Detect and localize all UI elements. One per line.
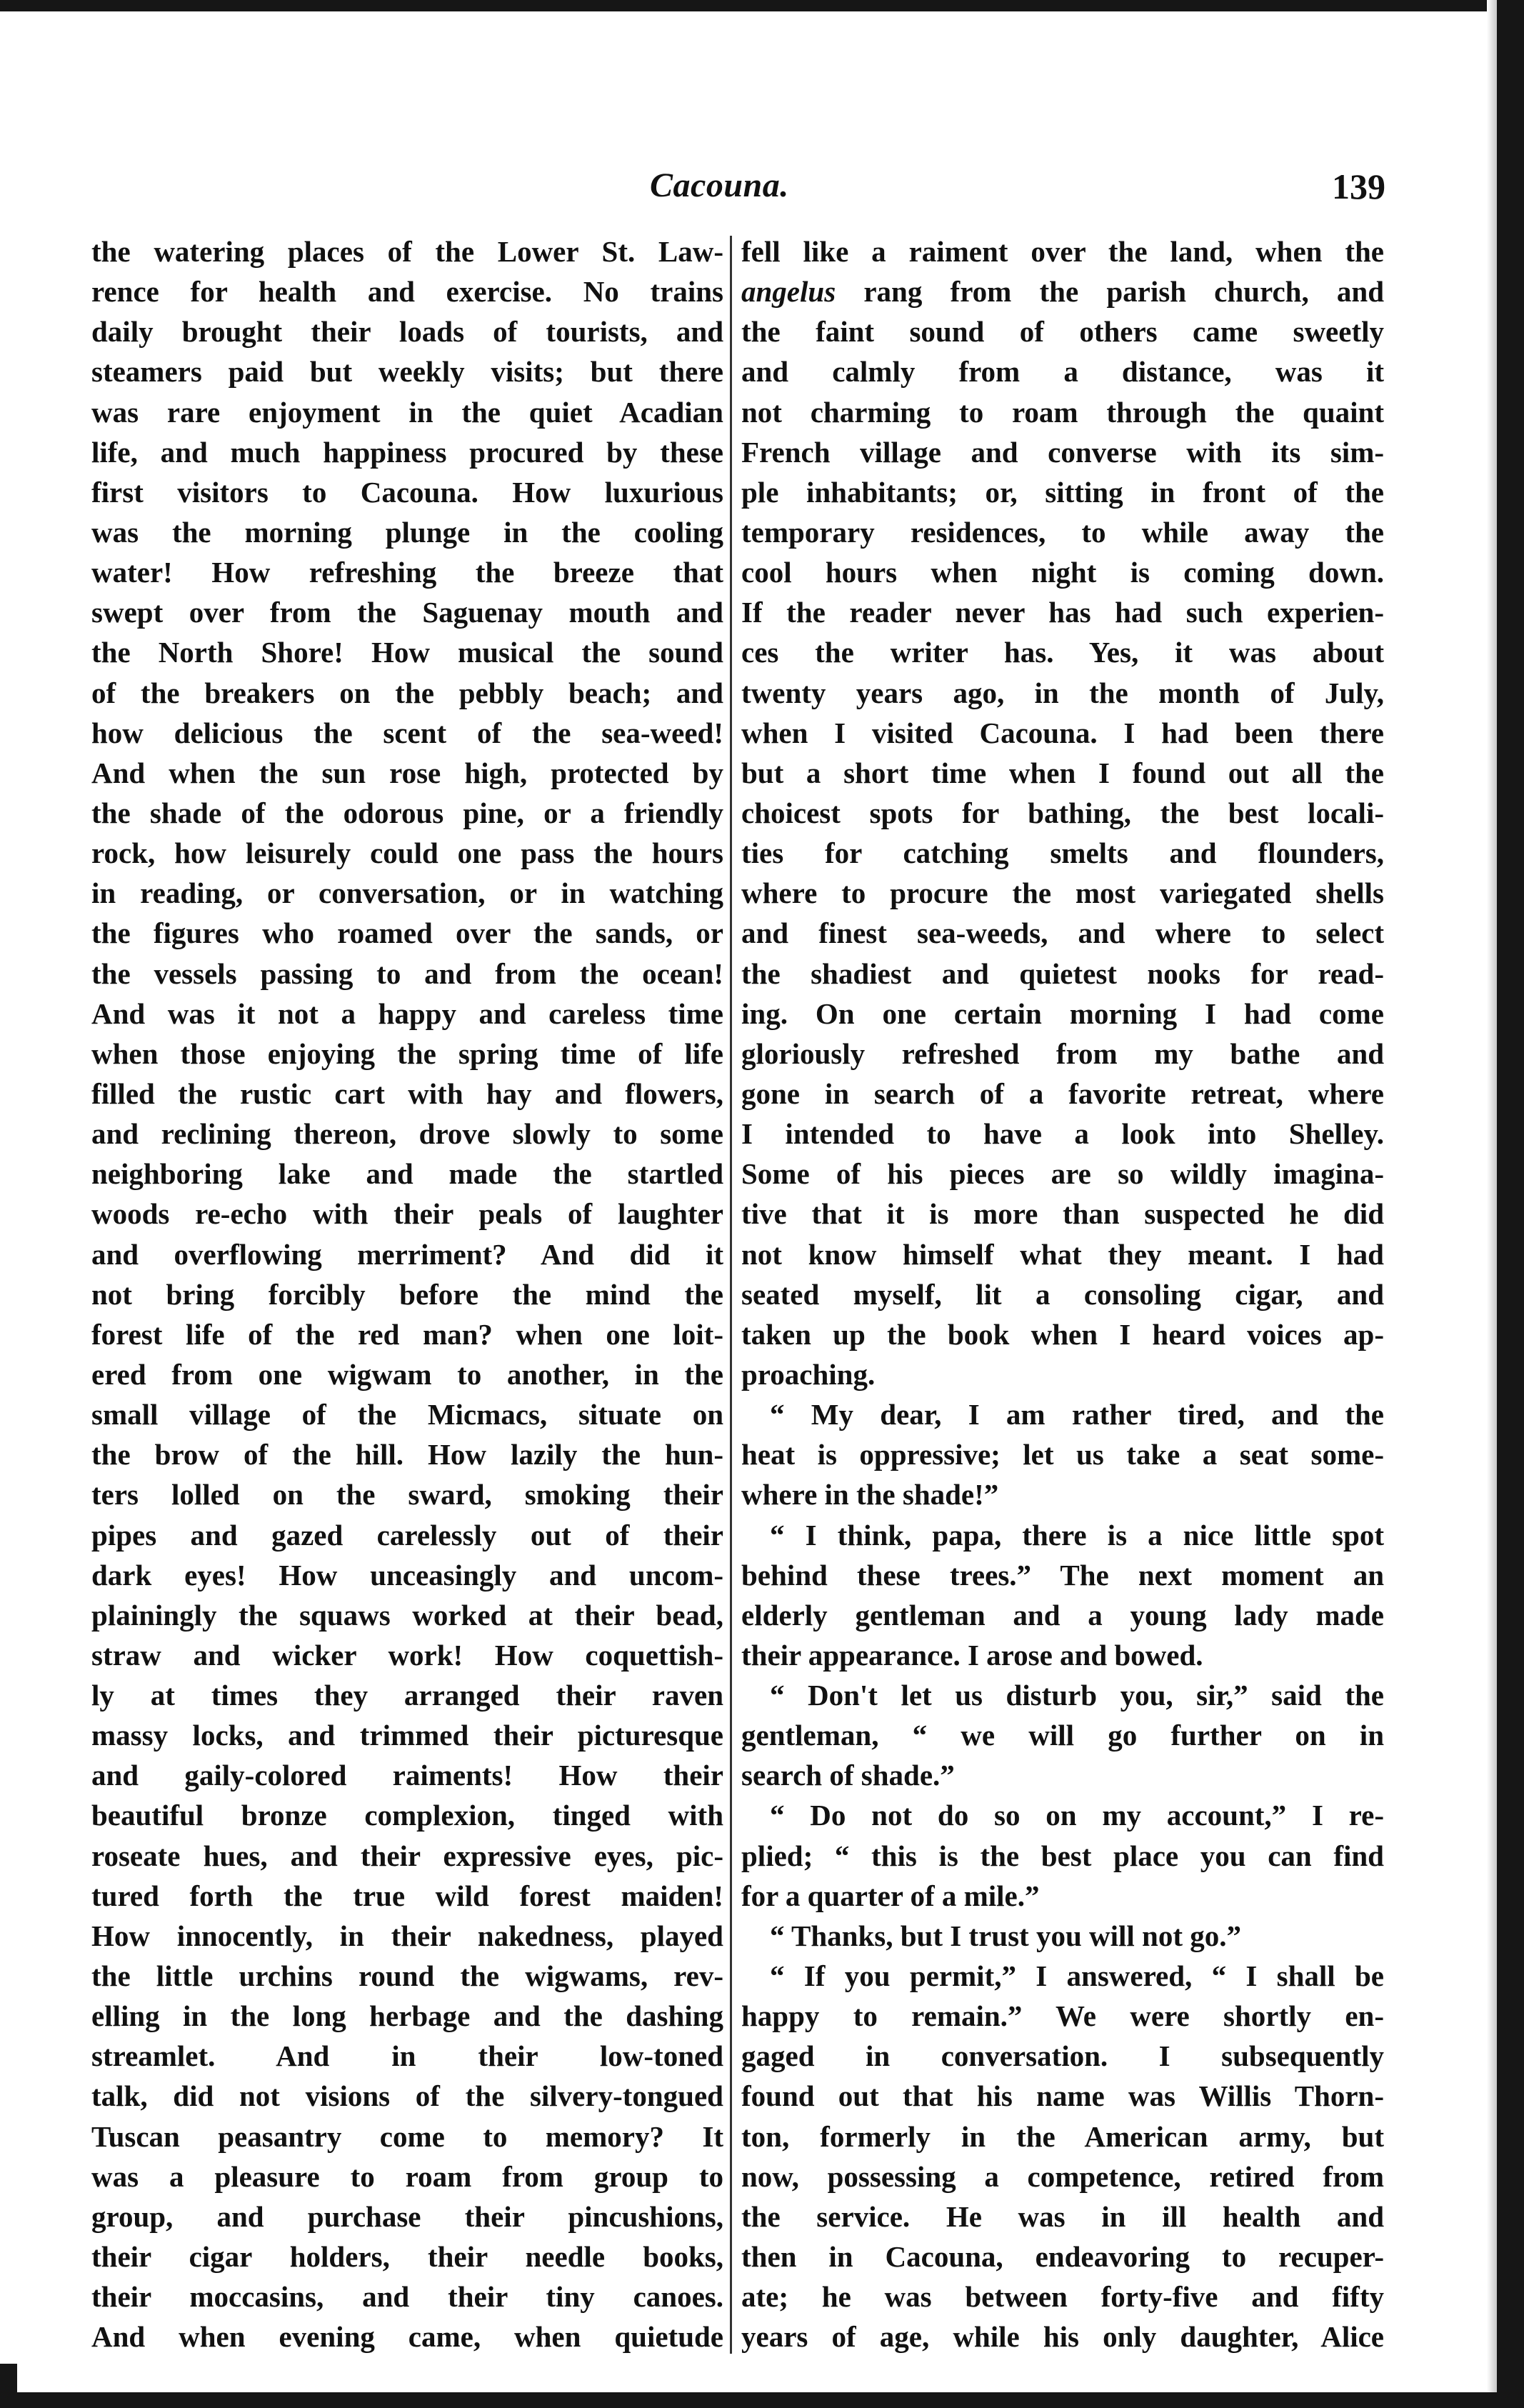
text-line: “ If you permit,” I answered, “ I shall be: [770, 1959, 1384, 1993]
scan-edge-corner: [0, 2364, 17, 2392]
text-line: ters lolled on the sward, smoking their: [91, 1478, 723, 1512]
running-head: [71, 166, 1414, 216]
text-line: the vessels passing to and from the ocean!: [91, 956, 723, 990]
text-line: roseate hues, and their expressive eyes, pic-: [91, 1839, 723, 1872]
text-line: ered from one wigwam to another, in the: [91, 1357, 723, 1391]
text-line: their moccasins, and their tiny canoes.: [91, 2280, 723, 2314]
text-line: If the reader never has had such experien-: [741, 596, 1384, 629]
text-line: first visitors to Cacouna. How luxurious: [91, 475, 723, 509]
scan-edge-top: [0, 0, 1524, 11]
text-line: massy locks, and trimmed their picturesque: [91, 1719, 723, 1752]
text-line: gentleman, “ we will go further on in: [741, 1719, 1384, 1752]
text-line: plainingly the squaws worked at their bead,: [91, 1598, 723, 1632]
text-line: for a quarter of a mile.”: [741, 1879, 1040, 1912]
text-line: was rare enjoyment in the quiet Acadian: [91, 395, 723, 429]
text-line: the little urchins round the wigwams, rev-: [91, 1959, 723, 1993]
text-line: not charming to roam through the quaint: [741, 395, 1384, 429]
text-line: ces the writer has. Yes, it was about: [741, 636, 1384, 669]
text-line: Some of his pieces are so wildly imagina-: [741, 1157, 1384, 1191]
text-line: heat is oppressive; let us take a seat some-: [741, 1438, 1384, 1472]
text-line: ties for catching smelts and flounders,: [741, 836, 1384, 870]
text-line: seated myself, lit a consoling cigar, and: [741, 1277, 1384, 1311]
text-line: beautiful bronze complexion, tinged with: [91, 1799, 723, 1832]
text-line: gaged in conversation. I subsequently: [741, 2039, 1384, 2073]
text-line: pipes and gazed carelessly out of their: [91, 1518, 723, 1552]
text-line: the figures who roamed over the sands, or: [91, 916, 723, 950]
text-line: life, and much happiness procured by these: [91, 435, 723, 469]
text-line: ate; he was between forty-five and fifty: [741, 2280, 1384, 2314]
text-line: the shadiest and quietest nooks for read-: [741, 956, 1384, 990]
text-line: was a pleasure to roam from group to: [91, 2159, 723, 2193]
text-line: streamlet. And in their low-toned: [91, 2039, 723, 2073]
text-line: woods re-echo with their peals of laughter: [91, 1197, 723, 1231]
text-line: ple inhabitants; or, sitting in front of the: [741, 475, 1384, 509]
text-line: How innocently, in their nakedness, played: [91, 1919, 723, 1952]
text-line: not know himself what they meant. I had: [741, 1237, 1384, 1271]
text-line: “ Thanks, but I trust you will not go.”: [770, 1919, 1241, 1952]
text-line: taken up the book when I heard voices ap-: [741, 1317, 1384, 1351]
text-line: water! How refreshing the breeze that: [91, 556, 723, 589]
text-line: where in the shade!”: [741, 1478, 999, 1512]
text-line: daily brought their loads of tourists, and: [91, 315, 723, 349]
text-line: twenty years ago, in the month of July,: [741, 676, 1384, 709]
text-line: Tuscan peasantry come to memory? It: [91, 2119, 723, 2153]
text-line: talk, did not visions of the silvery-tongued: [91, 2079, 723, 2113]
text-line: the watering places of the Lower St. Law-: [91, 235, 723, 268]
text-line: tive that it is more than suspected he did: [741, 1197, 1384, 1231]
text-line: I intended to have a look into Shelley.: [741, 1117, 1384, 1151]
text-line: “ Don't let us disturb you, sir,” said the: [770, 1679, 1384, 1712]
text-line: the faint sound of others came sweetly: [741, 315, 1384, 349]
text-line: “ My dear, I am rather tired, and the: [770, 1398, 1384, 1432]
text-line: when I visited Cacouna. I had been there: [741, 716, 1384, 749]
text-line: elling in the long herbage and the dashing: [91, 1999, 723, 2033]
text-line: the North Shore! How musical the sound: [91, 636, 723, 669]
text-line: and finest sea-weeds, and where to select: [741, 916, 1384, 950]
text-line: rence for health and exercise. No trains: [91, 275, 723, 309]
text-line: behind these trees.” The next moment an: [741, 1558, 1384, 1592]
text-line: rock, how leisurely could one pass the hours: [91, 836, 723, 870]
text-line: where to procure the most variegated shells: [741, 876, 1384, 910]
text-line: their appearance. I arose and bowed.: [741, 1638, 1203, 1672]
text-line: gloriously refreshed from my bathe and: [741, 1036, 1384, 1070]
text-line: dark eyes! How unceasingly and uncom-: [91, 1558, 723, 1592]
text-line: temporary residences, to while away the: [741, 515, 1384, 549]
text-line: And when the sun rose high, protected by: [91, 756, 723, 789]
text-line: was the morning plunge in the cooling: [91, 515, 723, 549]
text-line: of the breakers on the pebbly beach; and: [91, 676, 723, 709]
text-line: and reclining thereon, drove slowly to some: [91, 1117, 723, 1151]
text-line: plied; “ this is the best place you can find: [741, 1839, 1384, 1872]
text-line: fell like a raiment over the land, when the: [741, 235, 1384, 268]
text-line: ton, formerly in the American army, but: [741, 2119, 1384, 2153]
text-line: And when evening came, when quietude: [91, 2320, 723, 2354]
text-line: then in Cacouna, endeavoring to recuper-: [741, 2240, 1384, 2274]
text-line: found out that his name was Willis Thorn-: [741, 2079, 1384, 2113]
page-number: 139: [1332, 166, 1385, 206]
scan-edge-shadow: [1487, 0, 1497, 2408]
text-line: swept over from the Saguenay mouth and: [91, 596, 723, 629]
text-line: forest life of the red man? when one loit-: [91, 1317, 723, 1351]
text-line: and calmly from a distance, was it: [741, 355, 1384, 389]
running-title: Cacouna.: [650, 166, 789, 204]
text-line: search of shade.”: [741, 1759, 955, 1792]
text-line: [741, 272, 1384, 311]
text-line: cool hours when night is coming down.: [741, 556, 1384, 589]
right-column: [741, 232, 1384, 2357]
text-line: gone in search of a favorite retreat, where: [741, 1076, 1384, 1110]
text-line: elderly gentleman and a young lady made: [741, 1598, 1384, 1632]
text-line: happy to remain.” We were shortly en-: [741, 1999, 1384, 2033]
text-line: ing. On one certain morning I had come: [741, 996, 1384, 1030]
text-line: the service. He was in ill health and: [741, 2199, 1384, 2233]
text-segment: rang from the parish church, and: [836, 275, 1384, 309]
text-line: not bring forcibly before the mind the: [91, 1277, 723, 1311]
text-line: French village and converse with its sim-: [741, 435, 1384, 469]
italic-word: angelus: [741, 275, 836, 309]
text-line: filled the rustic cart with hay and flowers,: [91, 1076, 723, 1110]
text-line: steamers paid but weekly visits; but there: [91, 355, 723, 389]
text-line: “ I think, papa, there is a nice little spot: [770, 1518, 1384, 1552]
text-line: group, and purchase their pincushions,: [91, 2199, 723, 2233]
text-line: the shade of the odorous pine, or a friendly: [91, 796, 723, 829]
text-line: and gaily-colored raiments! How their: [91, 1759, 723, 1792]
text-line: choicest spots for bathing, the best locali-: [741, 796, 1384, 829]
text-line: their cigar holders, their needle books,: [91, 2240, 723, 2274]
scan-edge-right: [1497, 0, 1524, 2408]
text-line: straw and wicker work! How coquettish-: [91, 1638, 723, 1672]
text-line: years of age, while his only daughter, Alice: [741, 2320, 1384, 2354]
text-line: proaching.: [741, 1357, 876, 1391]
text-line: tured forth the true wild forest maiden!: [91, 1879, 723, 1912]
left-column: [91, 232, 723, 2357]
scan-edge-bottom: [0, 2392, 1524, 2408]
text-line: in reading, or conversation, or in watching: [91, 876, 723, 910]
text-line: small village of the Micmacs, situate on: [91, 1398, 723, 1432]
text-line: the brow of the hill. How lazily the hun-: [91, 1438, 723, 1472]
text-line: but a short time when I found out all the: [741, 756, 1384, 789]
text-line: when those enjoying the spring time of life: [91, 1036, 723, 1070]
text-line: and overflowing merriment? And did it: [91, 1237, 723, 1271]
text-line: “ Do not do so on my account,” I re-: [770, 1799, 1384, 1832]
text-line: ly at times they arranged their raven: [91, 1679, 723, 1712]
text-line: how delicious the scent of the sea-weed!: [91, 716, 723, 749]
text-line: neighboring lake and made the startled: [91, 1157, 723, 1191]
text-line: And was it not a happy and careless time: [91, 996, 723, 1030]
column-rule: [730, 236, 732, 2354]
text-line: now, possessing a competence, retired from: [741, 2159, 1384, 2193]
